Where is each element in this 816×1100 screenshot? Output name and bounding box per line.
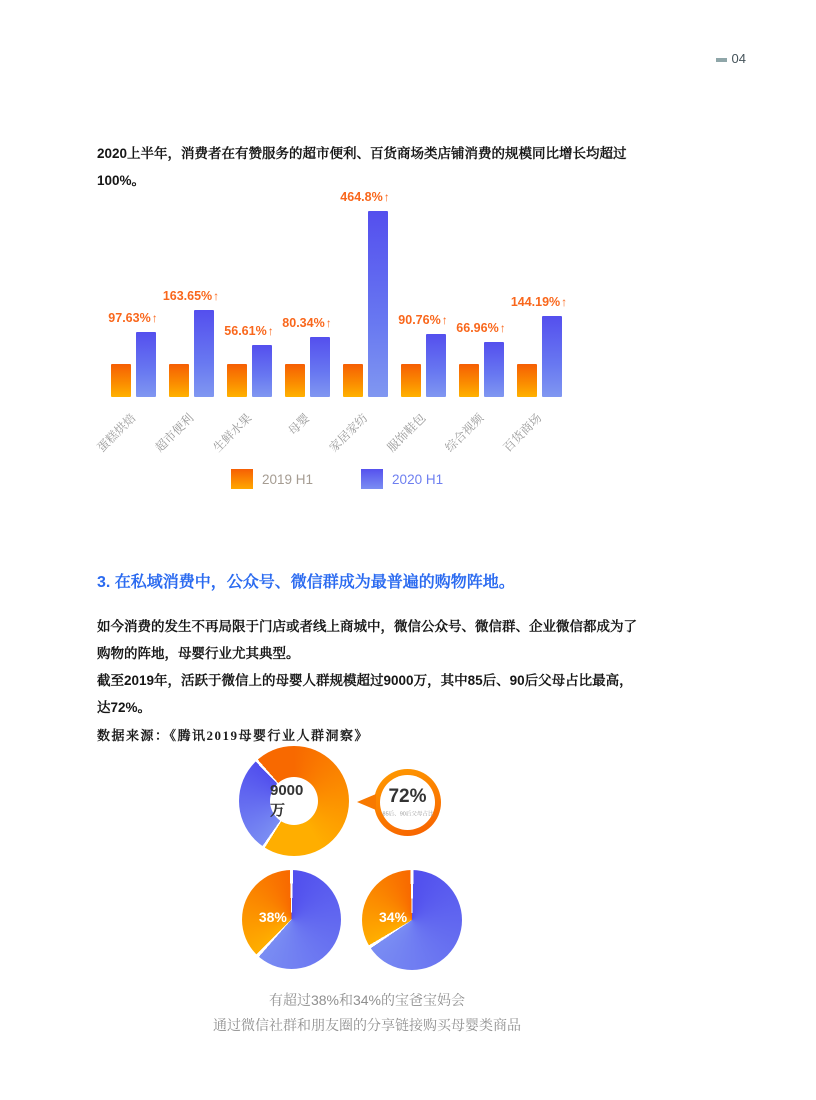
section-paragraph-1: 如今消费的发生不再局限于门店或者线上商城中，微信公众号、微信群、企业微信都成为了购物的阵地，母婴行业尤其典型。 xyxy=(97,618,637,661)
callout-bubble xyxy=(374,769,441,836)
bar-2019 xyxy=(517,364,537,397)
bar-group xyxy=(152,182,220,455)
bubble-subtext: 85后、90后父母占比 xyxy=(382,811,433,818)
legend-swatch-orange-icon xyxy=(231,469,253,489)
bar-group xyxy=(384,182,452,455)
growth-label: 464.8%↑ xyxy=(340,190,390,204)
bar-2019 xyxy=(169,364,189,397)
bubble-tail-icon xyxy=(357,794,376,810)
pie-caption-line2: 通过微信社群和朋友圈的分享链接购买母婴类商品 xyxy=(213,1017,521,1033)
up-arrow-icon: ↑ xyxy=(267,324,274,338)
bar-2019 xyxy=(111,364,131,397)
bar-2020 xyxy=(484,342,504,397)
pie-label-34: 34% xyxy=(379,909,408,925)
bar-group xyxy=(278,182,336,438)
bar-2020 xyxy=(136,332,156,397)
page-number-value: 04 xyxy=(731,51,746,66)
up-arrow-icon: ↑ xyxy=(499,321,506,335)
legend-label-2020: 2020 H1 xyxy=(392,471,444,487)
up-arrow-icon: ↑ xyxy=(383,190,390,204)
bar-2019 xyxy=(285,364,305,397)
growth-label: 90.76%↑ xyxy=(398,313,448,327)
bar-2020 xyxy=(426,334,446,397)
growth-label: 97.63%↑ xyxy=(108,311,158,325)
bar-group xyxy=(326,182,394,455)
donut-center-label: 9000万 xyxy=(270,777,318,825)
category-label: 母婴 xyxy=(285,410,313,438)
growth-label: 56.61%↑ xyxy=(224,324,274,338)
bar-2020 xyxy=(310,337,330,397)
growth-label: 66.96%↑ xyxy=(456,321,506,335)
category-label: 服饰鞋包 xyxy=(384,410,429,455)
page-dash-icon xyxy=(716,58,727,62)
bar-2019 xyxy=(343,364,363,397)
growth-label: 163.65%↑ xyxy=(162,289,220,303)
category-label: 蛋糕烘焙 xyxy=(94,410,139,455)
pie-chart-34 xyxy=(362,870,462,970)
bar-group xyxy=(442,182,510,455)
up-arrow-icon: ↑ xyxy=(213,289,220,303)
legend-swatch-blue-icon xyxy=(361,469,383,489)
bar-2020 xyxy=(252,345,272,397)
pie-caption-line1: 有超过38%和34%的宝爸宝妈会 xyxy=(268,992,466,1008)
bar-2020 xyxy=(542,316,562,397)
legend-item-2019 xyxy=(231,469,313,489)
donut-chart xyxy=(239,746,349,856)
data-source-note: 数据来源：《腾讯2019母婴行业人群洞察》 xyxy=(97,728,370,743)
legend-item-2020 xyxy=(361,469,443,489)
bar-2020 xyxy=(194,310,214,397)
up-arrow-icon: ↑ xyxy=(151,311,158,325)
bar-2020 xyxy=(368,211,388,397)
bar-2019 xyxy=(401,364,421,397)
section-paragraph-2: 截至2019年，活跃于微信上的母婴人群规模超过9000万，其中85后、90后父母占比最高，达72%。 xyxy=(97,672,633,715)
bar-chart xyxy=(94,182,568,455)
bar-2019 xyxy=(227,364,247,397)
bubble-content xyxy=(380,775,435,830)
pie-chart-38 xyxy=(242,870,341,969)
intro-paragraph: 2020上半年，消费者在有赞服务的超市便利、百货商场类店铺消费的规模同比增长均超过100%。 xyxy=(97,145,627,188)
bubble-value: 72% xyxy=(388,786,427,807)
bar-2019 xyxy=(459,364,479,397)
section-heading: 3. 在私域消费中，公众号、微信群成为最普遍的购物阵地。 xyxy=(97,574,515,591)
chart-legend xyxy=(231,469,443,489)
category-label: 综合视频 xyxy=(442,410,487,455)
growth-label: 144.19%↑ xyxy=(510,295,568,309)
bar-group xyxy=(94,182,162,455)
up-arrow-icon: ↑ xyxy=(561,295,568,309)
legend-label-2019: 2019 H1 xyxy=(262,471,314,487)
up-arrow-icon: ↑ xyxy=(441,313,448,327)
pie-label-38: 38% xyxy=(258,908,287,925)
growth-label: 80.34%↑ xyxy=(282,316,332,330)
up-arrow-icon: ↑ xyxy=(325,316,332,330)
bar-group xyxy=(500,182,568,455)
page-number xyxy=(716,51,746,66)
category-label: 生鲜水果 xyxy=(210,410,255,455)
bar-group xyxy=(210,182,278,455)
category-label: 超市便利 xyxy=(152,410,197,455)
category-label: 家居家纺 xyxy=(326,410,371,455)
category-label: 百货商场 xyxy=(500,410,545,455)
pie-caption xyxy=(97,988,637,1038)
